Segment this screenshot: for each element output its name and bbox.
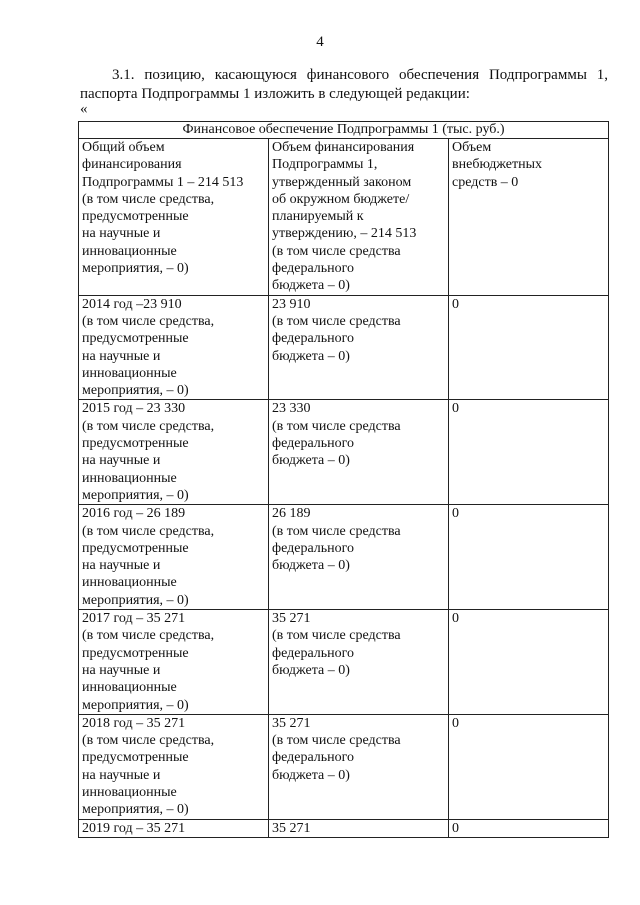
header-approved-budget xyxy=(269,139,449,296)
cell-line: 2017 год – 35 271 xyxy=(82,611,186,627)
cell-line: бюджета – 0) xyxy=(272,558,350,574)
cell-extrabudgetary-by-year: 0 xyxy=(449,610,609,715)
cell-budget-by-year xyxy=(269,819,449,837)
cell-line: федерального xyxy=(272,261,355,277)
cell-budget-by-year xyxy=(269,295,449,400)
cell-total-by-year xyxy=(79,400,269,505)
cell-line: 2014 год –23 910 xyxy=(82,296,182,312)
cell-extrabudgetary-by-year: 0 xyxy=(449,505,609,610)
cell-line: планируемый к xyxy=(272,209,364,225)
cell-line: на научные и xyxy=(82,558,161,574)
header-total-financing xyxy=(79,139,269,296)
cell-line: утверждению, – 214 513 xyxy=(272,226,417,242)
cell-total-by-year xyxy=(79,819,269,837)
cell-extrabudgetary-by-year: 0 xyxy=(449,819,609,837)
cell-line: мероприятия, – 0) xyxy=(82,487,189,503)
cell-line: на научные и xyxy=(82,348,161,364)
table-row xyxy=(79,400,609,505)
cell-line: 35 271 xyxy=(272,715,311,731)
cell-line: 35 271 xyxy=(272,820,311,836)
cell-line: на научные и xyxy=(82,226,161,242)
cell-line: 2019 год – 35 271 xyxy=(82,820,186,836)
cell-line: (в том числе средства xyxy=(272,628,401,644)
cell-line: федерального xyxy=(272,540,355,556)
cell-line: бюджета – 0) xyxy=(272,453,350,469)
table-row xyxy=(79,610,609,715)
cell-line: утвержденный законом xyxy=(272,174,412,190)
cell-line: предусмотренные xyxy=(82,645,189,661)
cell-line: федерального xyxy=(272,645,355,661)
cell-extrabudgetary-by-year: 0 xyxy=(449,714,609,819)
cell-budget-by-year xyxy=(269,714,449,819)
cell-line: Подпрограммы 1 – 214 513 xyxy=(82,174,244,190)
cell-total-by-year xyxy=(79,505,269,610)
cell-line: инновационные xyxy=(82,243,177,259)
cell-line: (в том числе средства xyxy=(272,243,401,259)
cell-line: (в том числе средства xyxy=(272,313,401,329)
cell-line: мероприятия, – 0) xyxy=(82,592,189,608)
cell-line: на научные и xyxy=(82,767,161,783)
cell-line: Объем xyxy=(452,140,492,155)
cell-budget-by-year xyxy=(269,505,449,610)
cell-line: инновационные xyxy=(82,784,177,800)
cell-line: (в том числе средства, xyxy=(82,418,215,434)
table-header-row xyxy=(79,139,609,296)
cell-line: мероприятия, – 0) xyxy=(82,697,189,713)
cell-line: внебюджетных xyxy=(452,157,543,173)
opening-quote-mark: « xyxy=(80,101,88,117)
cell-line: 2016 год – 26 189 xyxy=(82,506,186,522)
cell-budget-by-year xyxy=(269,610,449,715)
table-row xyxy=(79,295,609,400)
cell-total-by-year xyxy=(79,714,269,819)
cell-extrabudgetary-by-year: 0 xyxy=(449,400,609,505)
cell-line: (в том числе средства xyxy=(272,733,401,749)
page-bottom-margin xyxy=(0,842,640,905)
page-number: 4 xyxy=(316,34,324,50)
cell-line: (в том числе средства xyxy=(272,418,401,434)
cell-line: предусмотренные xyxy=(82,209,189,225)
cell-line: бюджета – 0) xyxy=(272,662,350,678)
cell-total-by-year xyxy=(79,610,269,715)
cell-line: инновационные xyxy=(82,470,177,486)
cell-line: предусмотренные xyxy=(82,750,189,766)
cell-line: (в том числе средства, xyxy=(82,733,215,749)
cell-line: (в том числе средства, xyxy=(82,191,215,207)
cell-line: Подпрограммы 1, xyxy=(272,157,378,173)
cell-line: бюджета – 0) xyxy=(272,767,350,783)
intro-paragraph: 3.1. позицию, касающуюся финансового обеспечения Подпрограммы 1, паспорта Подпрограммы 1 изложить в следующей редакции: xyxy=(80,67,608,102)
cell-extrabudgetary-by-year: 0 xyxy=(449,295,609,400)
financing-table xyxy=(78,121,609,838)
cell-line: (в том числе средства, xyxy=(82,523,215,539)
cell-line: бюджета – 0) xyxy=(272,278,350,294)
cell-line: 26 189 xyxy=(272,506,311,522)
cell-line: Общий объем xyxy=(82,140,165,155)
table-row xyxy=(79,819,609,837)
cell-line: 35 271 xyxy=(272,611,311,627)
cell-line: инновационные xyxy=(82,680,177,696)
cell-line: мероприятия, – 0) xyxy=(82,802,189,818)
cell-line: предусмотренные xyxy=(82,436,189,452)
cell-line: средств – 0 xyxy=(452,174,519,190)
cell-line: предусмотренные xyxy=(82,331,189,347)
cell-total-by-year xyxy=(79,295,269,400)
cell-line: мероприятия, – 0) xyxy=(82,383,189,399)
table-caption: Финансовое обеспечение Подпрограммы 1 (тыс. руб.) xyxy=(79,122,609,139)
cell-line: (в том числе средства, xyxy=(82,313,215,329)
cell-line: 23 910 xyxy=(272,296,311,312)
cell-line: финансирования xyxy=(82,157,182,173)
cell-line: предусмотренные xyxy=(82,540,189,556)
cell-line: федерального xyxy=(272,436,355,452)
cell-line: федерального xyxy=(272,331,355,347)
cell-line: 2018 год – 35 271 xyxy=(82,715,186,731)
cell-line: на научные и xyxy=(82,662,161,678)
cell-line: мероприятия, – 0) xyxy=(82,261,189,277)
cell-line: об окружном бюджете/ xyxy=(272,191,410,207)
cell-line: 2015 год – 23 330 xyxy=(82,401,186,417)
cell-line: (в том числе средства xyxy=(272,523,401,539)
cell-line: инновационные xyxy=(82,365,177,381)
cell-budget-by-year xyxy=(269,400,449,505)
table-row xyxy=(79,505,609,610)
table-row xyxy=(79,714,609,819)
cell-line: 23 330 xyxy=(272,401,311,417)
cell-line: Объем финансирования xyxy=(272,140,415,155)
cell-line: (в том числе средства, xyxy=(82,628,215,644)
cell-line: бюджета – 0) xyxy=(272,348,350,364)
cell-line: на научные и xyxy=(82,453,161,469)
cell-line: федерального xyxy=(272,750,355,766)
header-extrabudgetary xyxy=(449,139,609,296)
cell-line: инновационные xyxy=(82,575,177,591)
